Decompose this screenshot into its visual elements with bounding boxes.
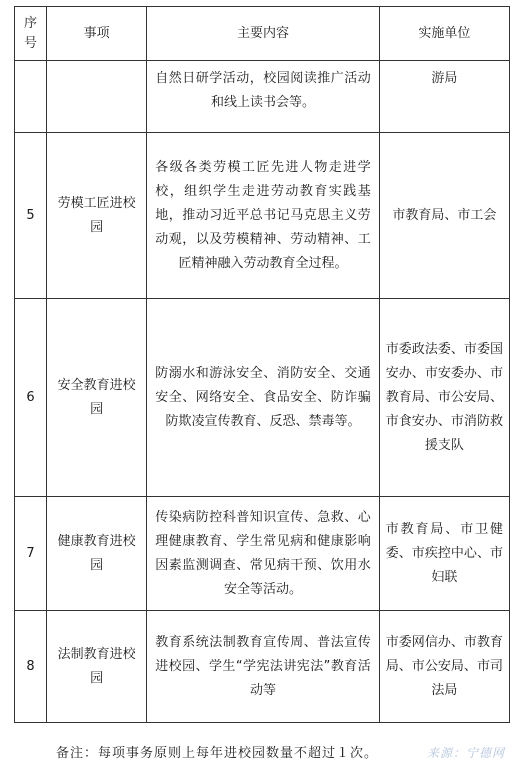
table-row [15,61,510,133]
row-no: 8 [15,611,47,723]
row-unit: 市教育局、市工会 [379,133,509,299]
header-unit: 实施单位 [379,7,509,61]
row-no [15,61,47,133]
row-content: 防溺水和游泳安全、消防安全、交通安全、网络安全、食品安全、防诈骗防欺凌宣传教育、反恐、禁毒等。 [147,299,379,497]
row-content: 传染病防控科普知识宣传、急救、心理健康教育、学生常见病和健康影响因素监测调查、常见病干预、饮用水安全等活动。 [147,497,379,611]
row-unit: 市教育局、市卫健委、市疾控中心、市妇联 [379,497,509,611]
table-row [15,133,510,299]
watermark: 来源：宁德网 [426,746,505,760]
row-item: 劳模工匠进校园 [47,133,147,299]
row-unit: 市委政法委、市委国安办、市安委办、市教育局、市公安局、市食安办、市消防救援支队 [379,299,509,497]
events-table [14,6,510,723]
table-row [15,497,510,611]
row-item: 安全教育进校园 [47,299,147,497]
row-item: 法制教育进校园 [47,611,147,723]
table-header-row [15,7,510,61]
header-item: 事项 [47,7,147,61]
row-content: 各级各类劳模工匠先进人物走进学校，组织学生走进劳动教育实践基地，推动习近平总书记马克思主义劳动观，以及劳模精神、劳动精神、工匠精神融入劳动教育全过程。 [147,133,379,299]
row-no: 7 [15,497,47,611]
row-item [47,61,147,133]
row-content: 自然日研学活动，校园阅读推广活动和线上读书会等。 [147,61,379,133]
table-row [15,299,510,497]
header-no: 序号 [15,7,47,61]
row-no: 6 [15,299,47,497]
footnote: 备注：每项事务原则上每年进校园数量不超过１次。 [56,746,379,761]
row-content: 教育系统法制教育宣传周、普法宣传进校园、学生“学宪法讲宪法”教育活动等 [147,611,379,723]
row-unit: 市委网信办、市教育局、市公安局、市司法局 [379,611,509,723]
row-no: 5 [15,133,47,299]
header-content: 主要内容 [147,7,379,61]
table-row [15,611,510,723]
row-unit: 游局 [379,61,509,133]
row-item: 健康教育进校园 [47,497,147,611]
